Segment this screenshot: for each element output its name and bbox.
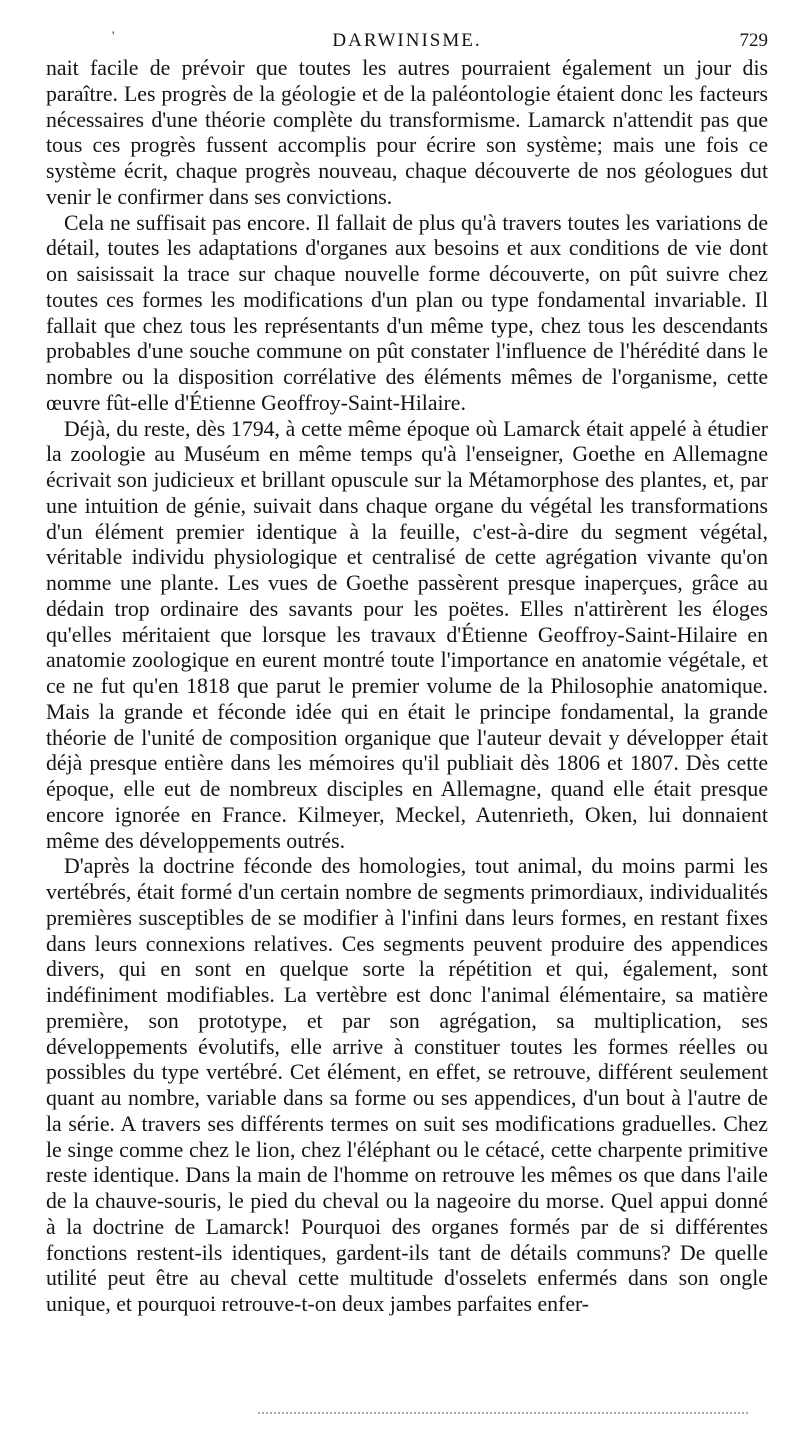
paragraph-3: Déjà, du reste, dès 1794, à cette même époque où Lamarck était appelé à étudier la zoologie au Muséum en même temps qu'à l'enseigner, Goethe en Allemagne écrivait son judicieux et brillant opuscule sur la Métamorphose des plantes, et, par une intuition de génie, suivait dans chaque organe du végétal les transformations d'un élément premier identique à la feuille, c'est-à-dire du segment végétal, véritable individu physiologique et centralisé de cette agrégation vivante qu'on nomme une plante. Les vues de Goethe passèrent presque inaperçues, grâce au dédain trop ordinaire des savants pour les poëtes. Elles n'attirèrent les éloges qu'elles méritaient que lorsque les travaux d'Étienne Geoffroy-Saint-Hilaire en anatomie zoologique en eurent montré toute l'importance en anatomie végétale, et ce ne fut qu'en 1818 que parut le premier volume de la Philosophie anatomique. Mais la grande et féconde idée qui en était le principe fondamental, la grande théorie de l'unité de composition organique que l'auteur devait y développer était déjà presque entière dans les mémoires qu'il publiait dès 1806 et 1807. Dès cette époque, elle eut de nombreux disciples en Allemagne, quand elle était presque encore ignorée en France. Kilmeyer, Meckel, Autenrieth, Oken, lui donnaient même des développements outrés. (46, 416, 768, 853)
paragraph-4: D'après la doctrine féconde des homologies, tout animal, du moins parmi les vertébrés, était formé d'un certain nombre de segments primordiaux, individualités premières susceptibles de se modifier à l'infini dans leurs formes, en restant fixes dans leurs connexions relatives. Ces segments peuvent produire des appendices divers, qui en sont en quelque sorte la répétition et qui, également, sont indéfiniment modifiables. La vertèbre est donc l'animal élémentaire, sa matière première, son prototype, et par son agrégation, sa multiplication, ses développements évolutifs, elle arrive à constituer toutes les formes réelles ou possibles du type vertébré. Cet élément, en effet, se retrouve, différent seulement quant au nombre, variable dans sa forme ou ses appendices, d'un bout à l'autre de la série. A travers ses différents termes on suit ses modifications graduelles. Chez le singe comme chez le lion, chez l'éléphant ou le cétacé, cette charpente primitive reste identique. Dans la main de l'homme on retrouve les mêmes os que dans l'aile de la chauve-souris, le pied du cheval ou la nageoire du morse. Quel appui donné à la doctrine de Lamarck! Pourquoi des organes formés par de si différentes fonctions restent-ils identiques, gardent-ils tant de détails communs? De quelle utilité peut être au cheval cette multitude d'osselets enfermés dans son ongle unique, et pourquoi retrouve-t-on deux jambes parfaites enfer- (46, 854, 768, 1316)
body-text (46, 56, 768, 1318)
running-title: DARWINISME. (332, 30, 482, 51)
bleed-through-rule (258, 1412, 748, 1414)
paragraph-2: Cela ne suffisait pas encore. Il fallait de plus qu'à travers toutes les variations de détail, toutes les adaptations d'organes aux besoins et aux conditions de vie dont on saisissait la trace sur chaque nouvelle forme découverte, on pût suivre chez toutes ces formes les modifications d'un plan ou type fondamental invariable. Il fallait que chez tous les représentants d'un même type, chez tous les descendants probables d'une souche commune on pût constater l'influence de l'hérédité dans le nombre ou la disposition corrélative des éléments mêmes de l'organisme, cette œuvre fût-elle d'Étienne Geoffroy-Saint-Hilaire. (46, 210, 768, 415)
margin-mark: ' (112, 28, 115, 43)
page-number: 729 (739, 30, 768, 51)
paragraph-1: nait facile de prévoir que toutes les autres pourraient également un jour dis paraître. Les progrès de la géologie et de la paléontologie étaient donc les facteurs nécessaires d'une théorie complète du transformisme. Lamarck n'attendit pas que tous ces progrès fussent accomplis pour écrire son système; mais une fois ce système écrit, chaque progrès nouveau, chaque découverte de nos géologues dut venir le confirmer dans ses convictions. (46, 56, 768, 209)
